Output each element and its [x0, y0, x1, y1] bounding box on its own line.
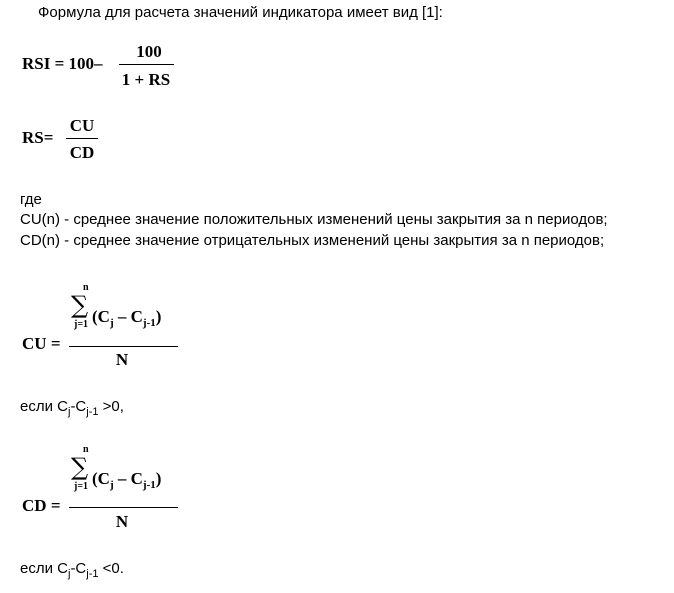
condition-cd — [20, 560, 124, 578]
rsi-minus: – — [94, 54, 103, 73]
cd-sub-j1: j-1 — [142, 479, 156, 491]
rs-fraction-bar — [66, 138, 98, 139]
condition-cd-sub-j: j — [67, 568, 71, 580]
cd-sub-j: j — [109, 479, 114, 491]
rsi-equals: = — [54, 54, 65, 73]
cu-open: (C — [92, 307, 110, 326]
condition-cd-suffix: <0. — [98, 560, 124, 577]
cd-minus: – C — [113, 469, 143, 488]
cu-sum-icon: ∑ — [71, 291, 89, 319]
cd-lhs — [22, 496, 61, 516]
condition-cd-mid: -C — [70, 560, 87, 577]
cu-fraction-bar — [69, 346, 178, 347]
cu-minus: – C — [113, 307, 143, 326]
condition-cu-sub-j1: j-1 — [86, 406, 99, 418]
condition-cd-sub-j1: j-1 — [86, 568, 99, 580]
cd-summand — [92, 469, 161, 489]
rs-denominator: CD — [69, 143, 95, 162]
rsi-constant: 100 — [68, 54, 95, 73]
cu-sum-lower: j=1 — [74, 319, 89, 330]
rs-numerator: CU — [69, 116, 95, 135]
rs-lhs — [22, 128, 53, 148]
cd-sum-icon: ∑ — [71, 453, 89, 481]
rs-equals: = — [43, 128, 54, 147]
cu-denominator: N — [115, 350, 129, 369]
cu-sum-upper: n — [83, 282, 89, 293]
cu-equals: = — [50, 334, 61, 353]
rsi-lhs — [22, 54, 103, 74]
condition-cu-mid: -C — [70, 398, 87, 415]
rsi-fraction-bar — [119, 64, 174, 65]
cd-fraction-bar — [69, 507, 178, 508]
where-label: где — [20, 191, 42, 208]
definition-cu: CU(n) - среднее значение положительных изменений цены закрытия за n периодов; — [20, 211, 608, 228]
cd-close: ) — [155, 469, 162, 488]
cd-symbol: CD — [22, 496, 47, 515]
condition-cd-prefix: если C — [20, 560, 68, 577]
cd-sum-lower: j=1 — [74, 481, 89, 492]
rsi-numerator: 100 — [136, 42, 162, 61]
intro-text: Формула для расчета значений индикатора имеет вид [1]: — [38, 4, 443, 21]
cd-denominator: N — [115, 512, 129, 531]
cd-open: (C — [92, 469, 110, 488]
condition-cu-suffix: >0, — [98, 398, 124, 415]
rs-symbol: RS — [22, 128, 44, 147]
cu-sub-j1: j-1 — [142, 317, 156, 329]
cu-summand — [92, 307, 161, 327]
rsi-denominator: 1 + RS — [121, 70, 171, 89]
definition-cd: CD(n) - среднее значение отрицательных изменений цены закрытия за n периодов; — [20, 232, 605, 249]
cu-close: ) — [155, 307, 162, 326]
cd-equals: = — [50, 496, 61, 515]
condition-cu — [20, 398, 124, 416]
condition-cu-sub-j: j — [67, 406, 71, 418]
condition-cu-prefix: если C — [20, 398, 68, 415]
cd-sum-upper: n — [83, 444, 89, 455]
rsi-symbol: RSI — [22, 54, 51, 73]
cu-symbol: CU — [22, 334, 47, 353]
cu-sub-j: j — [109, 317, 114, 329]
cu-lhs — [22, 334, 61, 354]
